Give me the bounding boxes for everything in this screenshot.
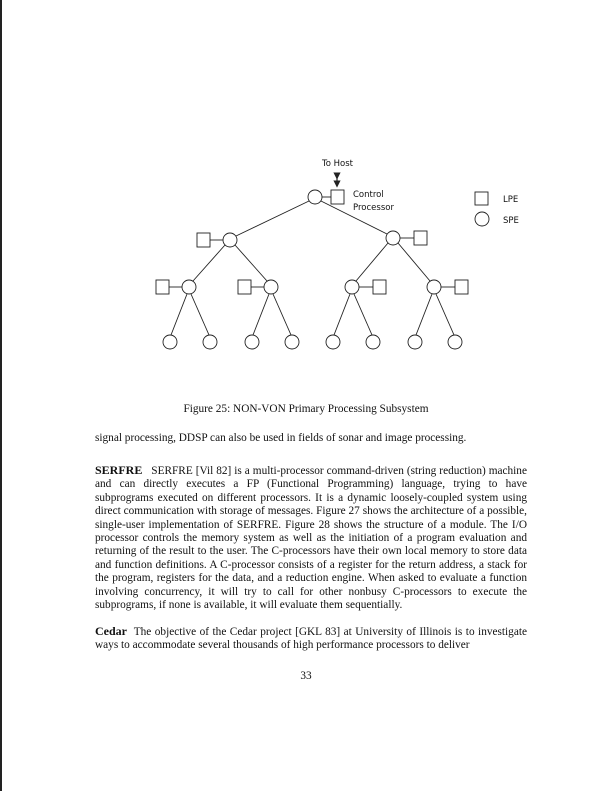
control-label: Control <box>353 190 384 200</box>
lpe-nodes <box>156 190 468 294</box>
legend <box>475 192 519 226</box>
serfre-heading: SERFRE <box>95 463 143 477</box>
lpe-legend-icon <box>475 192 488 205</box>
cedar-heading: Cedar <box>95 624 127 638</box>
serfre-body: SERFRE [Vil 82] is a multi-processor command-driven (string reduction) machine and can directly executes a FP (Functional Programming) language, trying to have subprograms executed on different processors. It is a dynamic loosely-coupled system using direct communication with storage of messages. Figure 27 shows the architecture of a possible, single-user implementation of SERFRE. Figure 28 shows the structure of a module. The I/O processor controls the memory system as well as the initiation of a program evaluation and returning of the result to the user. The C-processors have their own local memory to store data and function definitions. A C-processor consists of a register for the return address, a stack for the program, registers for the data, and a reduction engine. When asked to evaluate a function involving concurrency, it will try to call for other nonbusy C-processors to execute the subprograms, if none is available, it will evaluate them sequentially. <box>95 465 527 612</box>
cedar-body: The objective of the Cedar project [GKL 83] at University of Illinois is to investigate ways to accommodate several thousands of high performance processors to deliver <box>95 626 527 652</box>
tree-edges <box>169 197 455 335</box>
page-number: 33 <box>300 670 312 682</box>
lpe-legend-label: LPE <box>503 195 519 205</box>
spe-nodes <box>163 190 462 349</box>
processor-label: Processor <box>353 203 394 213</box>
paragraph-cedar <box>95 625 527 653</box>
figure-caption: Figure 25: NON-VON Primary Processing Subsystem <box>183 403 429 415</box>
paragraph-serfre <box>95 464 527 612</box>
paragraph-signal: signal processing, DDSP can also be used in fields of sonar and image processing. <box>95 432 467 444</box>
to-host-label: To Host <box>322 159 354 169</box>
spe-legend-label: SPE <box>503 216 519 226</box>
spe-legend-icon <box>475 212 489 226</box>
